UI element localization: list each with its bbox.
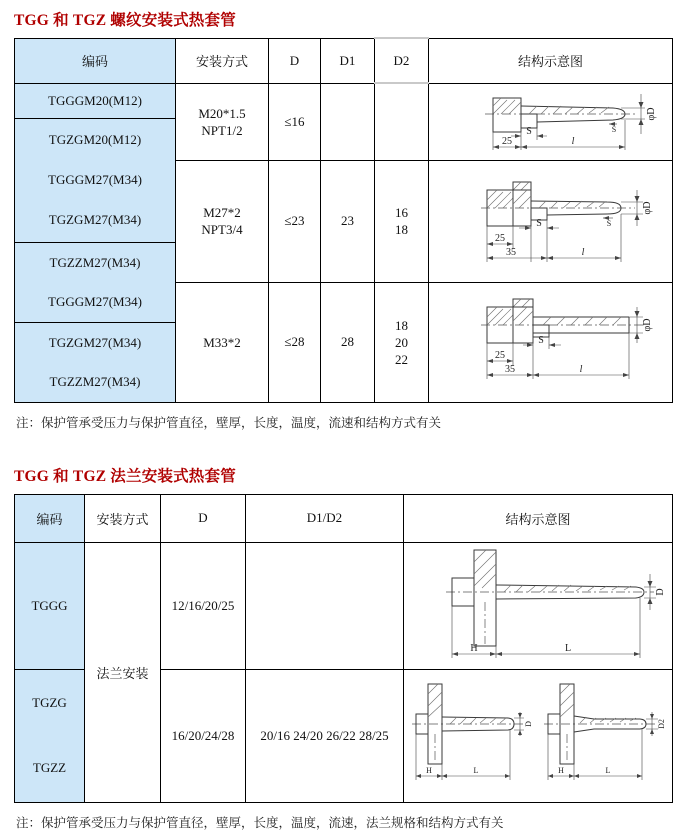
install-line: M20*1.5 — [198, 105, 246, 121]
d1-cell-g2: 23 — [321, 160, 375, 282]
dim-label-l: l — [571, 135, 574, 147]
header-structure: 结构示意图 — [404, 494, 673, 542]
install-cell-flange: 法兰安装 — [85, 542, 161, 802]
install-line: NPT3/4 — [201, 222, 243, 237]
dim-label-35: 35 — [504, 364, 515, 375]
d1-cell-g1 — [321, 83, 375, 160]
d-cell-row2: 16/20/24/28 — [161, 669, 246, 802]
code-label: TGGG — [31, 597, 68, 613]
dim-label-s2: S — [606, 219, 611, 228]
code-cell-c — [15, 242, 176, 322]
dim-label-h: H — [426, 765, 432, 775]
dim-label-l: L — [564, 642, 572, 654]
section1-title: TGG 和 TGZ 螺纹安装式热套管 — [14, 12, 236, 29]
header-install: 安装方式 — [85, 494, 161, 542]
code-label: TGZG — [32, 695, 67, 711]
dim-label-s: S — [535, 218, 542, 229]
code-label: TGZZM27(M34) — [49, 373, 141, 389]
d2-cell-g1 — [375, 83, 429, 160]
d-cell-row1: 12/16/20/25 — [161, 542, 246, 669]
dim-label-25: 25 — [494, 350, 505, 361]
dim-label-phid: φD — [645, 107, 657, 120]
install-line: NPT1/2 — [201, 122, 243, 138]
section1-note: 注：保护管承受压力与保护管直径，壁厚，长度，温度，流速和结构方式有关 — [16, 415, 442, 430]
structure-diagram-m27 — [431, 164, 671, 274]
dim-label-h: H — [470, 642, 478, 654]
d2-line: 18 — [395, 317, 408, 333]
table-row — [15, 83, 673, 118]
code-label: TGZZ — [32, 759, 67, 775]
install-cell-g1 — [176, 83, 269, 160]
code-label: TGZGM27(M34) — [48, 212, 142, 227]
section2-note: 注：保护管承受压力与保护管直径，壁厚，长度，温度，流速，法兰规格和结构方式有关 — [16, 815, 504, 830]
install-line: M33*2 — [203, 334, 241, 350]
header-d2: D2 — [375, 38, 429, 83]
install-cell-g2 — [176, 160, 269, 282]
d-cell-g3: ≤28 — [269, 282, 321, 402]
d2-line: 16 — [395, 205, 408, 220]
structure-cell-tgzg-tgzz — [404, 669, 673, 802]
install-line: M27*2 — [203, 205, 241, 220]
header-install: 安装方式 — [176, 38, 269, 83]
structure-cell-g1 — [429, 83, 673, 160]
dim-label-l: L — [605, 765, 611, 775]
d-cell-g1: ≤16 — [269, 83, 321, 160]
threaded-thermowell-table — [14, 37, 673, 403]
table1-header-row — [15, 38, 673, 83]
dim-label-35: 35 — [505, 247, 516, 258]
dim-label-s2: S — [611, 124, 616, 134]
structure-diagram-m20 — [431, 84, 671, 156]
dim-label-d: D — [655, 587, 666, 596]
code-label: TGGGM20(M12) — [48, 92, 142, 108]
table2-header-row — [15, 494, 673, 542]
d-cell-g2: ≤23 — [269, 160, 321, 282]
dim-label-h: H — [558, 765, 564, 775]
dim-label-s: S — [525, 125, 532, 137]
d1-cell-g3: 28 — [321, 282, 375, 402]
code-cell-b — [15, 118, 176, 242]
dim-label-l: l — [581, 247, 584, 258]
code-cell-d — [15, 322, 176, 402]
code-cell-a — [15, 83, 176, 118]
code-label: TGZGM27(M34) — [48, 334, 142, 350]
d2-line: 18 — [395, 222, 408, 237]
code-label: TGZGM20(M12) — [48, 132, 142, 147]
dim-label-25: 25 — [501, 135, 512, 147]
dim-label-phid: φD — [641, 201, 653, 215]
d2-line: 22 — [395, 351, 408, 367]
code-label: TGGGM27(M34) — [48, 293, 142, 309]
flange-thermowell-table — [14, 494, 673, 803]
header-code: 编码 — [15, 494, 85, 542]
structure-diagram-flange-tggg — [408, 544, 668, 664]
dim-label-l: l — [579, 364, 582, 375]
dim-label-l: L — [473, 765, 479, 775]
structure-cell-g2 — [429, 160, 673, 282]
dim-label-25: 25 — [494, 233, 505, 244]
dim-label-phid: φD — [641, 318, 653, 332]
dim-label-s: S — [537, 335, 544, 346]
d2-line: 20 — [395, 334, 408, 350]
section2-title: TGG 和 TGZ 法兰安装式热套管 — [14, 467, 236, 485]
structure-cell-tggg — [404, 542, 673, 669]
d2-cell-g2 — [375, 160, 429, 282]
header-d1d2: D1/D2 — [246, 494, 404, 542]
table-row — [15, 542, 673, 669]
code-label: TGGGM27(M34) — [48, 172, 142, 187]
header-structure: 结构示意图 — [429, 38, 673, 83]
code-cell-tgzg-tgzz — [15, 669, 85, 802]
header-d: D — [269, 38, 321, 83]
header-d1: D1 — [321, 38, 375, 83]
dim-label-d2: D2 — [657, 718, 666, 729]
code-label: TGZZM27(M34) — [49, 254, 141, 270]
install-cell-g3 — [176, 282, 269, 402]
header-d: D — [161, 494, 246, 542]
dim-label-d: D — [524, 720, 533, 727]
structure-diagram-flange-tgzg-tgzz — [408, 672, 668, 796]
code-cell-tggg — [15, 542, 85, 669]
structure-diagram-m33 — [431, 285, 671, 395]
header-code: 编码 — [15, 38, 176, 83]
d2-cell-g3 — [375, 282, 429, 402]
structure-cell-g3 — [429, 282, 673, 402]
d1d2-cell-row1 — [246, 542, 404, 669]
d1d2-cell-row2: 20/16 24/20 26/22 28/25 — [246, 669, 404, 802]
